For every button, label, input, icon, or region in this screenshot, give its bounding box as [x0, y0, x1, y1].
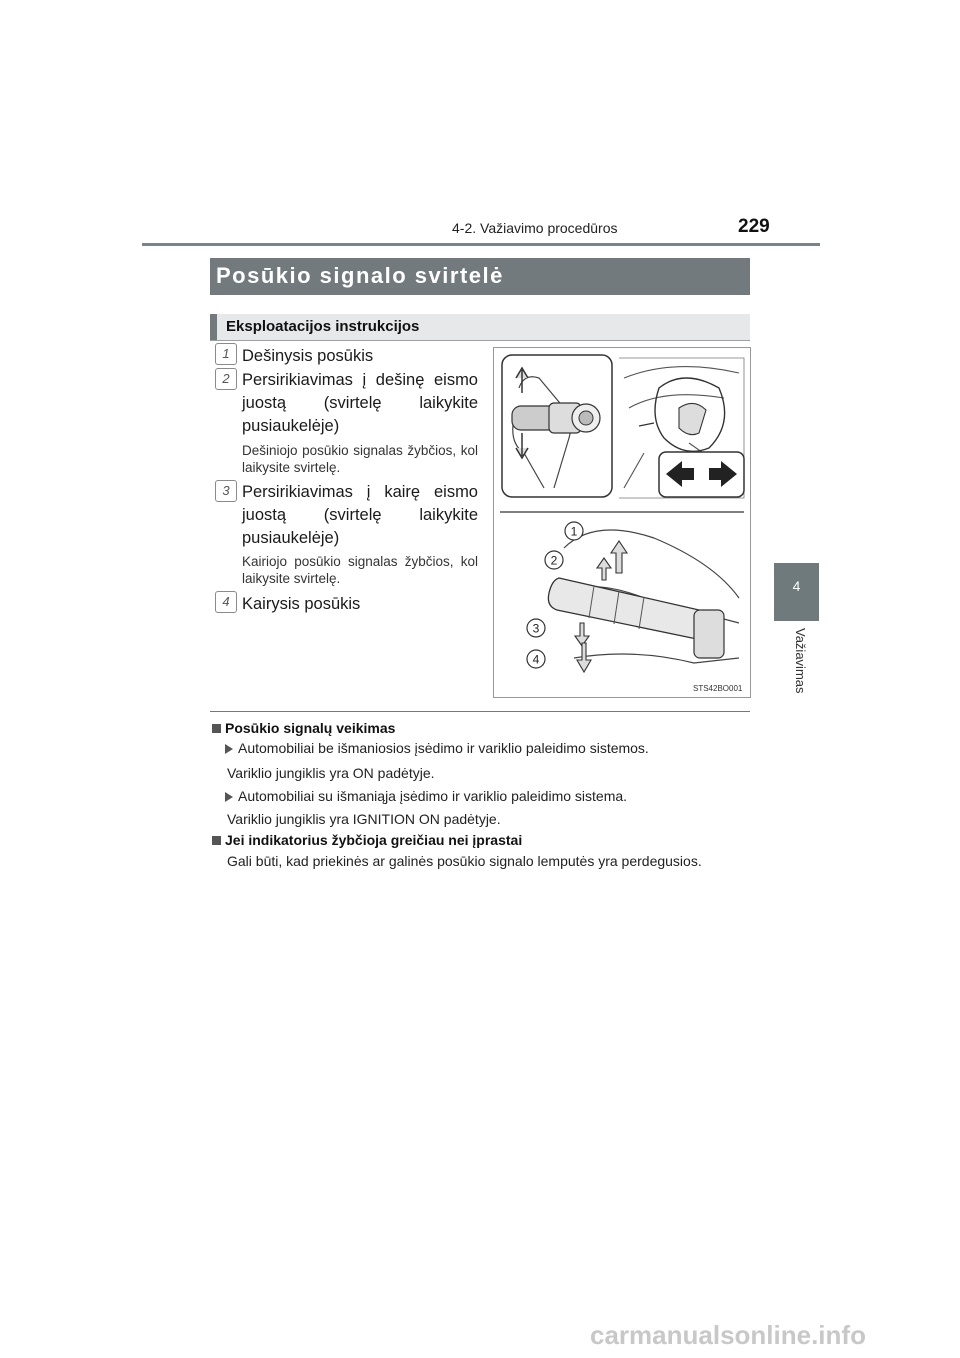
chapter-tab-label: Važiavimas [793, 628, 808, 694]
notes-divider [210, 711, 750, 712]
callout-4: 4 [532, 652, 540, 667]
item-number: 3 [215, 480, 237, 502]
subtitle-divider [210, 340, 750, 341]
square-bullet-icon [212, 724, 221, 733]
figure-code: STS42BO001 [693, 684, 743, 693]
item-number: 1 [215, 343, 237, 365]
item-number: 2 [215, 368, 237, 390]
subtitle-bar [210, 314, 750, 340]
item-note: Dešiniojo posūkio signalas žybčios, kol laikysite svirtelę. [242, 443, 478, 475]
note-line: Gali būti, kad priekinės ar galinės posūkio signalo lemputės yra perdegusios. [227, 853, 702, 869]
note-heading: Posūkio signalų veikimas [212, 720, 395, 736]
callout-3: 3 [532, 621, 540, 636]
item-text: Persirikiavimas į kairę eismo juostą (svirtelę laikykite pusiaukelėje) [242, 483, 478, 547]
callout-2: 2 [550, 553, 558, 568]
triangle-bullet-icon [225, 744, 233, 754]
item-text: Persirikiavimas į dešinę eismo juostą (svirtelę laikykite pusiaukelėje) [242, 371, 478, 435]
item-text: Kairysis posūkis [242, 595, 361, 613]
item-note: Kairiojo posūkio signalas žybčios, kol laikysite svirtelę. [242, 554, 478, 586]
chapter-tab-number: 4 [792, 578, 801, 594]
note-line: Variklio jungiklis yra ON padėtyje. [227, 765, 435, 781]
watermark: carmanualsonline.info [590, 1320, 866, 1350]
item-text: Dešinysis posūkis [242, 347, 374, 365]
page-title-bar [210, 258, 750, 295]
subtitle-accent [210, 314, 217, 340]
triangle-bullet-icon [225, 792, 233, 802]
section-heading: 4-2. Važiavimo procedūros [452, 220, 618, 236]
note-bullet-line: Automobiliai su išmaniąja įsėdimo ir variklio paleidimo sistema. [225, 788, 627, 804]
square-bullet-icon [212, 836, 221, 845]
page-number: 229 [738, 216, 770, 237]
callout-1: 1 [570, 524, 578, 539]
header-divider [142, 243, 820, 246]
note-line: Variklio jungiklis yra IGNITION ON padėtyje. [227, 811, 501, 827]
note-bullet-line: Automobiliai be išmaniosios įsėdimo ir variklio paleidimo sistemos. [225, 740, 649, 756]
subtitle: Eksploatacijos instrukcijos [226, 318, 420, 335]
page-title: Posūkio signalo svirtelė [216, 263, 504, 288]
item-number: 4 [215, 591, 237, 613]
chapter-tab-label-wrap [790, 628, 810, 718]
turn-signal-lever-illustration [494, 348, 750, 697]
note-heading: Jei indikatorius žybčioja greičiau nei įprastai [212, 832, 522, 848]
